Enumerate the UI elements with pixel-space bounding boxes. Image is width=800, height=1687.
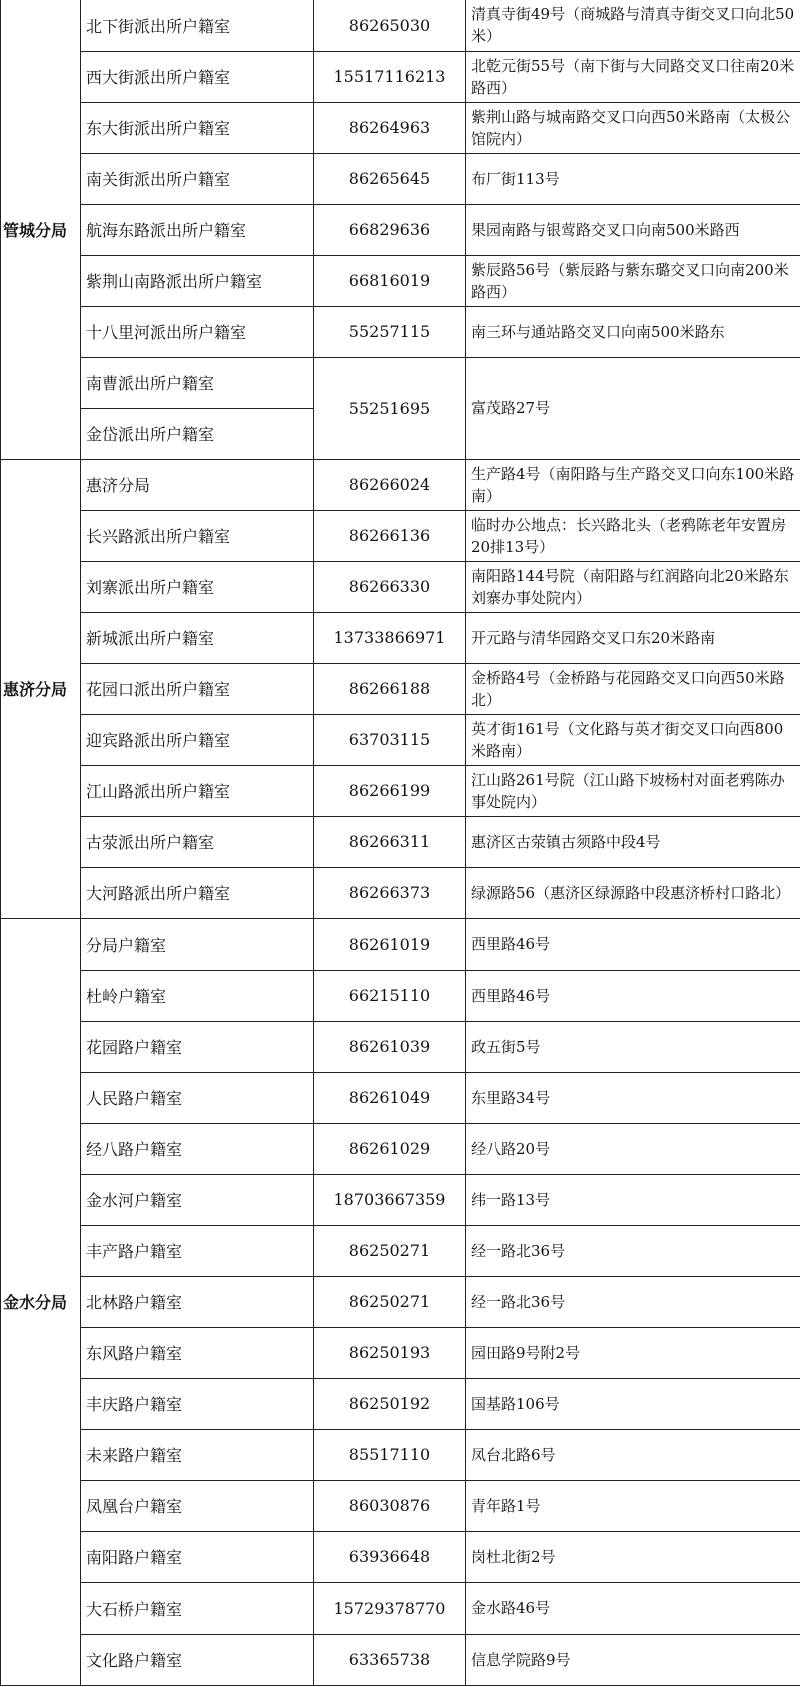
phone-cell: 86030876 <box>314 1480 466 1531</box>
table-row <box>1 561 800 612</box>
office-name-cell: 花园口派出所户籍室 <box>81 663 314 714</box>
table-row <box>1 459 800 510</box>
phone-cell: 55257115 <box>314 306 466 357</box>
phone-cell: 86250192 <box>314 1378 466 1429</box>
address-cell: 政五街5号 <box>466 1021 800 1072</box>
office-name-cell: 南阳路户籍室 <box>81 1531 314 1582</box>
phone-cell: 18703667359 <box>314 1174 466 1225</box>
phone-cell: 86266136 <box>314 510 466 561</box>
office-name-cell: 丰产路户籍室 <box>81 1225 314 1276</box>
office-name-cell: 紫荆山南路派出所户籍室 <box>81 255 314 306</box>
phone-cell: 86250271 <box>314 1276 466 1327</box>
address-cell: 南三环与通站路交叉口向南500米路东 <box>466 306 800 357</box>
table-row <box>1 1276 800 1327</box>
address-cell: 生产路4号（南阳路与生产路交叉口向东100米路南） <box>466 459 800 510</box>
office-name-cell: 未来路户籍室 <box>81 1429 314 1480</box>
phone-cell: 63703115 <box>314 714 466 765</box>
office-name-cell: 凤凰台户籍室 <box>81 1480 314 1531</box>
table-row <box>1 357 800 408</box>
office-name-cell: 刘寨派出所户籍室 <box>81 561 314 612</box>
address-cell: 临时办公地点：长兴路北头（老鸦陈老年安置房20排13号） <box>466 510 800 561</box>
address-cell: 西里路46号 <box>466 918 800 970</box>
table-row <box>1 918 800 970</box>
office-name-cell: 丰庆路户籍室 <box>81 1378 314 1429</box>
phone-cell: 86250193 <box>314 1327 466 1378</box>
phone-cell: 15729378770 <box>314 1582 466 1634</box>
address-cell: 紫辰路56号（紫辰路与紫东璐交叉口向南200米路西） <box>466 255 800 306</box>
address-cell: 江山路261号院（江山路下坡杨村对面老鸦陈办事处院内） <box>466 765 800 816</box>
table-row <box>1 1327 800 1378</box>
address-cell: 富茂路27号 <box>466 357 800 459</box>
district-cell: 金水分局 <box>1 918 81 1685</box>
table-row <box>1 714 800 765</box>
address-cell: 金水路46号 <box>466 1582 800 1634</box>
office-name-cell: 文化路户籍室 <box>81 1634 314 1685</box>
office-name-cell: 人民路户籍室 <box>81 1072 314 1123</box>
phone-cell: 13733866971 <box>314 612 466 663</box>
phone-cell: 55251695 <box>314 357 466 459</box>
address-cell: 紫荆山路与城南路交叉口向西50米路南（太极公馆院内） <box>466 102 800 153</box>
address-cell: 布厂街113号 <box>466 153 800 204</box>
address-cell: 纬一路13号 <box>466 1174 800 1225</box>
phone-cell: 86266373 <box>314 867 466 918</box>
table-row <box>1 1174 800 1225</box>
office-name-cell: 大石桥户籍室 <box>81 1582 314 1634</box>
address-cell: 经八路20号 <box>466 1123 800 1174</box>
phone-cell: 86261039 <box>314 1021 466 1072</box>
phone-cell: 86266330 <box>314 561 466 612</box>
phone-cell: 86265645 <box>314 153 466 204</box>
table-row <box>1 1072 800 1123</box>
office-name-cell: 东大街派出所户籍室 <box>81 102 314 153</box>
table-row <box>1 663 800 714</box>
phone-cell: 86266199 <box>314 765 466 816</box>
district-cell: 管城分局 <box>1 0 81 459</box>
phone-cell: 63365738 <box>314 1634 466 1685</box>
table-row <box>1 1582 800 1634</box>
phone-cell: 63936648 <box>314 1531 466 1582</box>
phone-cell: 86250271 <box>314 1225 466 1276</box>
office-name-cell: 迎宾路派出所户籍室 <box>81 714 314 765</box>
phone-cell: 66215110 <box>314 970 466 1021</box>
office-name-cell: 杜岭户籍室 <box>81 970 314 1021</box>
address-cell: 南阳路144号院（南阳路与红润路向北20米路东刘寨办事处院内） <box>466 561 800 612</box>
table-row <box>1 765 800 816</box>
phone-cell: 86266311 <box>314 816 466 867</box>
office-name-cell: 北林路户籍室 <box>81 1276 314 1327</box>
table-row <box>1 306 800 357</box>
phone-cell: 85517110 <box>314 1429 466 1480</box>
table-row <box>1 1634 800 1685</box>
phone-cell: 86265030 <box>314 0 466 51</box>
office-name-cell: 十八里河派出所户籍室 <box>81 306 314 357</box>
address-cell: 国基路106号 <box>466 1378 800 1429</box>
table-row <box>1 1378 800 1429</box>
phone-cell: 86264963 <box>314 102 466 153</box>
address-cell: 北乾元街55号（南下街与大同路交叉口往南20米路西） <box>466 51 800 102</box>
table-row <box>1 1531 800 1582</box>
address-cell: 绿源路56（惠济区绿源路中段惠济桥村口路北） <box>466 867 800 918</box>
office-name-cell: 航海东路派出所户籍室 <box>81 204 314 255</box>
phone-cell: 66829636 <box>314 204 466 255</box>
district-cell: 惠济分局 <box>1 459 81 918</box>
phone-cell: 86261029 <box>314 1123 466 1174</box>
office-name-cell: 金水河户籍室 <box>81 1174 314 1225</box>
office-name-cell: 经八路户籍室 <box>81 1123 314 1174</box>
address-cell: 东里路34号 <box>466 1072 800 1123</box>
address-cell: 青年路1号 <box>466 1480 800 1531</box>
table-row <box>1 153 800 204</box>
address-cell: 惠济区古荥镇古须路中段4号 <box>466 816 800 867</box>
phone-cell: 66816019 <box>314 255 466 306</box>
table-row <box>1 867 800 918</box>
table-row <box>1 204 800 255</box>
office-name-cell: 西大街派出所户籍室 <box>81 51 314 102</box>
address-cell: 果园南路与银莺路交叉口向南500米路西 <box>466 204 800 255</box>
office-name-cell: 南曹派出所户籍室 <box>81 357 314 408</box>
office-name-cell: 江山路派出所户籍室 <box>81 765 314 816</box>
table-row <box>1 970 800 1021</box>
office-name-cell: 大河路派出所户籍室 <box>81 867 314 918</box>
office-name-cell: 金岱派出所户籍室 <box>81 408 314 459</box>
table-row <box>1 0 800 51</box>
table-row <box>1 1225 800 1276</box>
address-cell: 西里路46号 <box>466 970 800 1021</box>
office-name-cell: 古荥派出所户籍室 <box>81 816 314 867</box>
office-name-cell: 长兴路派出所户籍室 <box>81 510 314 561</box>
address-cell: 信息学院路9号 <box>466 1634 800 1685</box>
address-cell: 园田路9号附2号 <box>466 1327 800 1378</box>
office-name-cell: 新城派出所户籍室 <box>81 612 314 663</box>
table-row <box>1 1480 800 1531</box>
table-row <box>1 255 800 306</box>
table-row <box>1 51 800 102</box>
address-cell: 金桥路4号（金桥路与花园路交叉口向西50米路北） <box>466 663 800 714</box>
office-name-cell: 东风路户籍室 <box>81 1327 314 1378</box>
phone-cell: 86266188 <box>314 663 466 714</box>
phone-cell: 86261049 <box>314 1072 466 1123</box>
phone-cell: 15517116213 <box>314 51 466 102</box>
address-cell: 凤台北路6号 <box>466 1429 800 1480</box>
table-row <box>1 1021 800 1072</box>
table-row <box>1 102 800 153</box>
address-cell: 英才街161号（文化路与英才街交叉口向西800米路南） <box>466 714 800 765</box>
address-cell: 经一路北36号 <box>466 1276 800 1327</box>
table-row <box>1 510 800 561</box>
table-body <box>1 0 800 1685</box>
office-name-cell: 南关街派出所户籍室 <box>81 153 314 204</box>
table-row <box>1 816 800 867</box>
address-cell: 开元路与清华园路交叉口东20米路南 <box>466 612 800 663</box>
phone-cell: 86266024 <box>314 459 466 510</box>
table-row <box>1 1123 800 1174</box>
table-row <box>1 1429 800 1480</box>
table-row <box>1 612 800 663</box>
address-cell: 经一路北36号 <box>466 1225 800 1276</box>
office-name-cell: 花园路户籍室 <box>81 1021 314 1072</box>
office-name-cell: 分局户籍室 <box>81 918 314 970</box>
office-name-cell: 惠济分局 <box>81 459 314 510</box>
phone-cell: 86261019 <box>314 918 466 970</box>
office-name-cell: 北下街派出所户籍室 <box>81 0 314 51</box>
address-cell: 清真寺街49号（商城路与清真寺街交叉口向北50米） <box>466 0 800 51</box>
address-cell: 岗杜北街2号 <box>466 1531 800 1582</box>
